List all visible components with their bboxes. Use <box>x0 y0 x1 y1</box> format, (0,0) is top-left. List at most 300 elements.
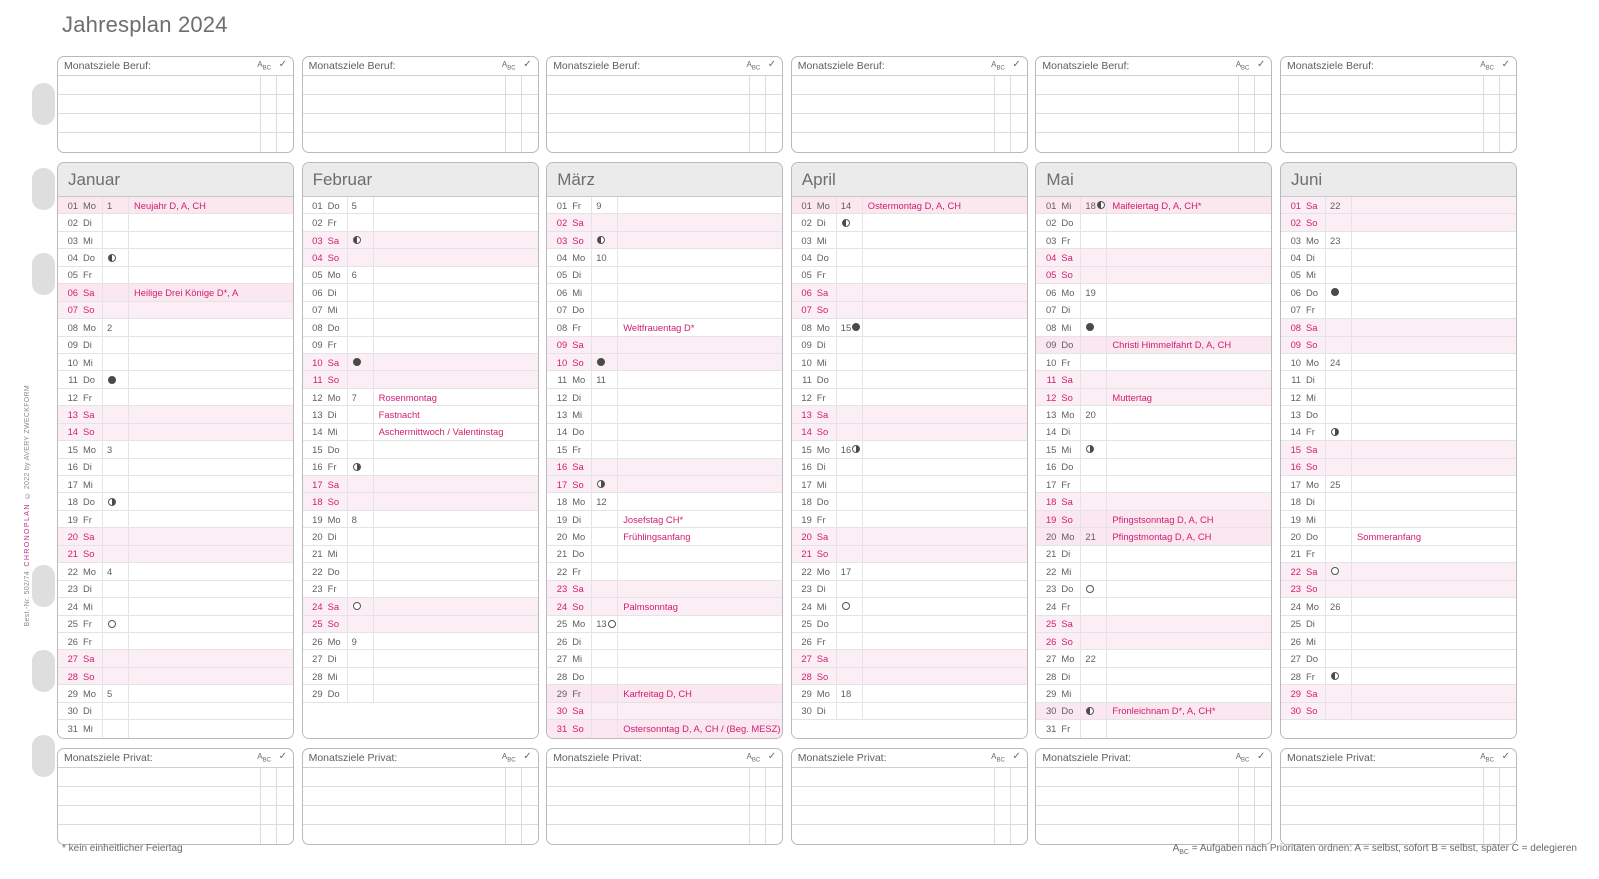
goal-row[interactable] <box>792 114 1027 133</box>
day-row[interactable] <box>58 668 293 685</box>
day-event[interactable] <box>617 214 782 230</box>
day-event[interactable] <box>862 616 1027 632</box>
day-event[interactable] <box>1106 232 1271 248</box>
day-event[interactable] <box>373 459 538 475</box>
day-row[interactable] <box>792 424 1027 441</box>
goal-cell-b[interactable] <box>1010 768 1011 786</box>
goals-privat-month-1[interactable] <box>57 748 294 845</box>
day-event[interactable] <box>1106 371 1271 387</box>
day-row[interactable] <box>58 511 293 528</box>
goal-row[interactable] <box>547 76 782 95</box>
goal-cell-a[interactable] <box>749 76 750 94</box>
day-event[interactable] <box>617 232 782 248</box>
day-event[interactable]: Neujahr D, A, CH <box>128 197 293 213</box>
day-event[interactable] <box>862 249 1027 265</box>
day-event[interactable] <box>862 581 1027 597</box>
day-row[interactable] <box>792 633 1027 650</box>
goal-cell-b[interactable] <box>276 825 277 844</box>
day-row[interactable] <box>58 284 293 301</box>
goal-cell-b[interactable] <box>1010 787 1011 805</box>
day-row[interactable] <box>303 459 538 476</box>
day-event[interactable]: Frühlingsanfang <box>617 528 782 544</box>
goal-cell-b[interactable] <box>276 76 277 94</box>
day-row[interactable] <box>1281 511 1516 528</box>
goal-row[interactable] <box>303 806 538 825</box>
day-event[interactable] <box>1106 249 1271 265</box>
day-event[interactable] <box>128 389 293 405</box>
day-event[interactable] <box>1106 476 1271 492</box>
goals-privat-month-2[interactable] <box>302 748 539 845</box>
goal-cell-a[interactable] <box>994 114 995 132</box>
day-event[interactable] <box>1351 337 1516 353</box>
day-event[interactable]: Rosenmontag <box>373 389 538 405</box>
day-row[interactable] <box>303 476 538 493</box>
goal-cell-b[interactable] <box>521 806 522 824</box>
day-event[interactable] <box>862 232 1027 248</box>
day-row[interactable] <box>1281 232 1516 249</box>
day-event[interactable] <box>617 249 782 265</box>
goal-cell-b[interactable] <box>1499 787 1500 805</box>
goal-cell-a[interactable] <box>749 114 750 132</box>
day-row[interactable] <box>1036 720 1271 737</box>
day-row[interactable] <box>1281 214 1516 231</box>
goal-row[interactable] <box>1281 114 1516 133</box>
day-row[interactable] <box>1281 302 1516 319</box>
day-event[interactable] <box>128 214 293 230</box>
day-event[interactable] <box>373 249 538 265</box>
goal-row[interactable] <box>547 133 782 152</box>
goal-cell-b[interactable] <box>521 768 522 786</box>
day-row[interactable] <box>1036 528 1271 545</box>
day-row[interactable] <box>792 284 1027 301</box>
day-event[interactable] <box>1351 511 1516 527</box>
day-event[interactable] <box>862 406 1027 422</box>
day-row[interactable] <box>58 650 293 667</box>
day-event[interactable] <box>373 441 538 457</box>
day-row[interactable] <box>1036 267 1271 284</box>
day-event[interactable] <box>128 337 293 353</box>
day-event[interactable] <box>862 668 1027 684</box>
day-row[interactable] <box>1281 563 1516 580</box>
day-row[interactable] <box>58 476 293 493</box>
day-event[interactable] <box>1351 302 1516 318</box>
goal-row[interactable] <box>303 76 538 95</box>
day-event[interactable] <box>617 337 782 353</box>
day-event[interactable] <box>862 650 1027 666</box>
day-row[interactable] <box>792 459 1027 476</box>
day-row[interactable] <box>1036 249 1271 266</box>
day-event[interactable] <box>1106 563 1271 579</box>
goals-beruf-month-1[interactable] <box>57 56 294 153</box>
day-row[interactable] <box>547 685 782 702</box>
day-event[interactable] <box>1351 371 1516 387</box>
day-row[interactable] <box>303 267 538 284</box>
day-row[interactable] <box>303 389 538 406</box>
day-row[interactable] <box>1281 354 1516 371</box>
day-row[interactable] <box>792 232 1027 249</box>
day-row[interactable] <box>58 406 293 423</box>
day-event[interactable] <box>128 493 293 509</box>
day-row[interactable] <box>547 650 782 667</box>
day-event[interactable] <box>373 302 538 318</box>
goal-cell-b[interactable] <box>1499 95 1500 113</box>
day-event[interactable] <box>1351 668 1516 684</box>
goal-cell-b[interactable] <box>276 768 277 786</box>
goal-row[interactable] <box>547 825 782 844</box>
day-row[interactable] <box>303 616 538 633</box>
day-row[interactable] <box>792 703 1027 720</box>
goals-beruf-month-6[interactable] <box>1280 56 1517 153</box>
day-row[interactable] <box>303 284 538 301</box>
goal-cell-b[interactable] <box>1010 76 1011 94</box>
goal-cell-a[interactable] <box>1483 768 1484 786</box>
goal-cell-a[interactable] <box>1238 133 1239 152</box>
goal-cell-a[interactable] <box>994 133 995 152</box>
day-row[interactable] <box>58 633 293 650</box>
day-event[interactable] <box>617 650 782 666</box>
day-row[interactable] <box>547 389 782 406</box>
day-event[interactable] <box>1351 476 1516 492</box>
day-row[interactable] <box>1281 267 1516 284</box>
day-row[interactable] <box>303 633 538 650</box>
day-row[interactable] <box>58 598 293 615</box>
goal-cell-b[interactable] <box>521 133 522 152</box>
goal-row[interactable] <box>1281 133 1516 152</box>
day-event[interactable] <box>862 598 1027 614</box>
day-event[interactable] <box>1106 650 1271 666</box>
goal-cell-a[interactable] <box>1238 806 1239 824</box>
day-event[interactable] <box>1351 319 1516 335</box>
day-event[interactable] <box>128 476 293 492</box>
day-event[interactable] <box>862 302 1027 318</box>
day-event[interactable] <box>862 267 1027 283</box>
day-event[interactable] <box>128 459 293 475</box>
goals-beruf-month-5[interactable] <box>1035 56 1272 153</box>
day-event[interactable] <box>1351 424 1516 440</box>
goal-cell-b[interactable] <box>1010 825 1011 844</box>
day-event[interactable] <box>128 598 293 614</box>
day-row[interactable] <box>303 354 538 371</box>
day-event[interactable] <box>128 319 293 335</box>
goal-row[interactable] <box>1281 95 1516 114</box>
goal-row[interactable] <box>58 95 293 114</box>
goal-row[interactable] <box>1036 76 1271 95</box>
day-row[interactable] <box>1281 424 1516 441</box>
day-row[interactable] <box>1036 685 1271 702</box>
day-row[interactable] <box>792 214 1027 231</box>
goal-row[interactable] <box>792 787 1027 806</box>
day-row[interactable] <box>58 459 293 476</box>
goal-cell-b[interactable] <box>1499 825 1500 844</box>
day-row[interactable] <box>58 319 293 336</box>
goals-privat-month-3[interactable] <box>546 748 783 845</box>
day-row[interactable] <box>547 354 782 371</box>
day-event[interactable] <box>373 319 538 335</box>
day-event[interactable] <box>128 249 293 265</box>
day-row[interactable] <box>303 249 538 266</box>
day-row[interactable] <box>792 598 1027 615</box>
day-event[interactable] <box>617 476 782 492</box>
goal-cell-b[interactable] <box>1254 133 1255 152</box>
day-event[interactable] <box>617 354 782 370</box>
goals-privat-month-6[interactable] <box>1280 748 1517 845</box>
goal-cell-b[interactable] <box>1010 133 1011 152</box>
goal-row[interactable] <box>58 806 293 825</box>
goal-cell-b[interactable] <box>1499 133 1500 152</box>
day-event[interactable]: Muttertag <box>1106 389 1271 405</box>
day-event[interactable]: Ostersonntag D, A, CH / (Beg. MESZ) <box>617 720 782 737</box>
goal-row[interactable] <box>547 806 782 825</box>
day-event[interactable] <box>617 546 782 562</box>
goal-cell-b[interactable] <box>521 95 522 113</box>
day-event[interactable] <box>373 493 538 509</box>
day-row[interactable] <box>792 302 1027 319</box>
day-event[interactable] <box>1351 598 1516 614</box>
goal-row[interactable] <box>58 133 293 152</box>
day-event[interactable] <box>1351 616 1516 632</box>
goal-row[interactable] <box>792 133 1027 152</box>
day-event[interactable] <box>1106 616 1271 632</box>
day-event[interactable] <box>373 267 538 283</box>
day-row[interactable] <box>1036 493 1271 510</box>
day-row[interactable] <box>1036 650 1271 667</box>
day-row[interactable] <box>303 337 538 354</box>
goal-cell-a[interactable] <box>1238 114 1239 132</box>
day-event[interactable]: Josefstag CH* <box>617 511 782 527</box>
day-event[interactable] <box>617 371 782 387</box>
day-row[interactable] <box>792 249 1027 266</box>
day-event[interactable] <box>128 546 293 562</box>
goal-cell-a[interactable] <box>505 114 506 132</box>
day-event[interactable] <box>617 459 782 475</box>
goal-cell-b[interactable] <box>521 825 522 844</box>
day-row[interactable] <box>792 511 1027 528</box>
day-row[interactable] <box>58 441 293 458</box>
goal-cell-a[interactable] <box>749 825 750 844</box>
day-event[interactable] <box>1106 267 1271 283</box>
goal-row[interactable] <box>303 768 538 787</box>
day-event[interactable] <box>128 267 293 283</box>
goal-cell-b[interactable] <box>765 76 766 94</box>
day-row[interactable] <box>547 197 782 214</box>
goal-row[interactable] <box>1036 787 1271 806</box>
day-row[interactable] <box>1036 633 1271 650</box>
goal-cell-a[interactable] <box>994 787 995 805</box>
goal-row[interactable] <box>547 768 782 787</box>
goal-cell-b[interactable] <box>1254 768 1255 786</box>
day-event[interactable] <box>617 267 782 283</box>
goal-cell-a[interactable] <box>260 806 261 824</box>
day-event[interactable] <box>128 441 293 457</box>
day-row[interactable] <box>792 476 1027 493</box>
goal-cell-a[interactable] <box>1483 95 1484 113</box>
day-event[interactable] <box>617 441 782 457</box>
goal-cell-b[interactable] <box>276 806 277 824</box>
day-row[interactable] <box>1036 581 1271 598</box>
day-row[interactable] <box>58 389 293 406</box>
goal-row[interactable] <box>792 768 1027 787</box>
day-event[interactable] <box>862 354 1027 370</box>
goal-cell-a[interactable] <box>994 95 995 113</box>
day-row[interactable] <box>547 371 782 388</box>
day-event[interactable] <box>373 581 538 597</box>
day-row[interactable] <box>1281 459 1516 476</box>
day-row[interactable] <box>303 424 538 441</box>
day-row[interactable] <box>1036 511 1271 528</box>
day-event[interactable] <box>862 337 1027 353</box>
day-event[interactable] <box>1106 441 1271 457</box>
goal-row[interactable] <box>1036 133 1271 152</box>
day-event[interactable] <box>128 581 293 597</box>
day-row[interactable] <box>1036 371 1271 388</box>
day-row[interactable] <box>547 563 782 580</box>
goal-cell-a[interactable] <box>1238 768 1239 786</box>
day-row[interactable] <box>303 232 538 249</box>
goal-row[interactable] <box>58 76 293 95</box>
day-event[interactable] <box>373 668 538 684</box>
day-row[interactable] <box>792 563 1027 580</box>
day-row[interactable] <box>547 476 782 493</box>
day-row[interactable] <box>547 511 782 528</box>
day-row[interactable] <box>58 703 293 720</box>
goals-beruf-month-4[interactable] <box>791 56 1028 153</box>
day-event[interactable] <box>128 563 293 579</box>
goal-cell-a[interactable] <box>994 768 995 786</box>
day-event[interactable] <box>1106 581 1271 597</box>
day-event[interactable] <box>862 319 1027 335</box>
day-event[interactable] <box>1106 685 1271 701</box>
goal-cell-b[interactable] <box>1499 806 1500 824</box>
day-row[interactable] <box>1036 441 1271 458</box>
day-event[interactable]: Sommeranfang <box>1351 528 1516 544</box>
day-event[interactable] <box>373 232 538 248</box>
goal-row[interactable] <box>1036 95 1271 114</box>
day-event[interactable] <box>1351 650 1516 666</box>
goal-row[interactable] <box>1281 825 1516 844</box>
day-event[interactable] <box>128 703 293 719</box>
day-row[interactable] <box>58 720 293 737</box>
goal-row[interactable] <box>303 825 538 844</box>
day-event[interactable]: Maifeiertag D, A, CH* <box>1106 197 1271 213</box>
day-row[interactable] <box>303 214 538 231</box>
day-event[interactable] <box>1351 581 1516 597</box>
day-row[interactable] <box>1036 459 1271 476</box>
goal-cell-a[interactable] <box>1238 787 1239 805</box>
day-row[interactable] <box>58 214 293 231</box>
day-event[interactable]: Ostermontag D, A, CH <box>862 197 1027 213</box>
day-row[interactable] <box>792 337 1027 354</box>
day-event[interactable] <box>1106 302 1271 318</box>
day-row[interactable] <box>547 720 782 737</box>
day-row[interactable] <box>1281 284 1516 301</box>
day-row[interactable] <box>58 581 293 598</box>
goal-row[interactable] <box>792 76 1027 95</box>
goal-cell-b[interactable] <box>765 95 766 113</box>
day-row[interactable] <box>1036 616 1271 633</box>
goal-cell-a[interactable] <box>1483 133 1484 152</box>
day-row[interactable] <box>547 337 782 354</box>
goal-cell-a[interactable] <box>505 825 506 844</box>
day-event[interactable] <box>617 581 782 597</box>
day-event[interactable] <box>1106 633 1271 649</box>
day-row[interactable] <box>58 267 293 284</box>
day-row[interactable] <box>1281 337 1516 354</box>
day-row[interactable] <box>303 598 538 615</box>
day-row[interactable] <box>58 337 293 354</box>
day-row[interactable] <box>792 354 1027 371</box>
goal-cell-b[interactable] <box>276 95 277 113</box>
day-row[interactable] <box>1036 232 1271 249</box>
day-event[interactable] <box>1351 406 1516 422</box>
day-row[interactable] <box>1036 424 1271 441</box>
day-event[interactable] <box>617 703 782 719</box>
goal-row[interactable] <box>792 806 1027 825</box>
day-event[interactable]: Aschermittwoch / Valentinstag <box>373 424 538 440</box>
day-event[interactable] <box>1351 685 1516 701</box>
goal-cell-a[interactable] <box>1238 76 1239 94</box>
day-row[interactable] <box>303 546 538 563</box>
day-row[interactable] <box>58 528 293 545</box>
day-row[interactable] <box>547 441 782 458</box>
goal-cell-b[interactable] <box>1254 825 1255 844</box>
day-row[interactable] <box>547 424 782 441</box>
goal-cell-a[interactable] <box>260 133 261 152</box>
day-event[interactable] <box>1106 598 1271 614</box>
day-event[interactable] <box>373 650 538 666</box>
goal-row[interactable] <box>1036 114 1271 133</box>
goal-cell-b[interactable] <box>276 787 277 805</box>
day-row[interactable] <box>303 650 538 667</box>
day-row[interactable] <box>792 389 1027 406</box>
day-row[interactable] <box>547 249 782 266</box>
day-row[interactable] <box>58 493 293 510</box>
goal-cell-a[interactable] <box>1483 787 1484 805</box>
goal-row[interactable] <box>547 95 782 114</box>
goal-cell-a[interactable] <box>260 768 261 786</box>
day-row[interactable] <box>1281 493 1516 510</box>
goal-cell-a[interactable] <box>505 787 506 805</box>
day-row[interactable] <box>1281 389 1516 406</box>
day-row[interactable] <box>1281 197 1516 214</box>
day-event[interactable]: Fronleichnam D*, A, CH* <box>1106 703 1271 719</box>
day-row[interactable] <box>303 406 538 423</box>
day-row[interactable] <box>1036 354 1271 371</box>
goal-row[interactable] <box>58 787 293 806</box>
goal-cell-b[interactable] <box>1010 114 1011 132</box>
day-row[interactable] <box>792 319 1027 336</box>
goal-row[interactable] <box>547 787 782 806</box>
day-event[interactable] <box>617 493 782 509</box>
day-event[interactable] <box>1351 284 1516 300</box>
day-event[interactable] <box>862 476 1027 492</box>
goal-row[interactable] <box>1281 806 1516 825</box>
day-row[interactable] <box>547 528 782 545</box>
day-row[interactable] <box>547 546 782 563</box>
goal-cell-a[interactable] <box>260 114 261 132</box>
day-event[interactable] <box>128 354 293 370</box>
day-event[interactable] <box>1106 424 1271 440</box>
day-event[interactable] <box>373 546 538 562</box>
goal-row[interactable] <box>1036 768 1271 787</box>
day-event[interactable] <box>862 459 1027 475</box>
day-row[interactable] <box>303 563 538 580</box>
day-event[interactable]: Weltfrauentag D* <box>617 319 782 335</box>
day-event[interactable] <box>617 197 782 213</box>
day-event[interactable] <box>128 424 293 440</box>
day-event[interactable] <box>373 598 538 614</box>
day-row[interactable] <box>547 633 782 650</box>
goal-row[interactable] <box>1036 806 1271 825</box>
